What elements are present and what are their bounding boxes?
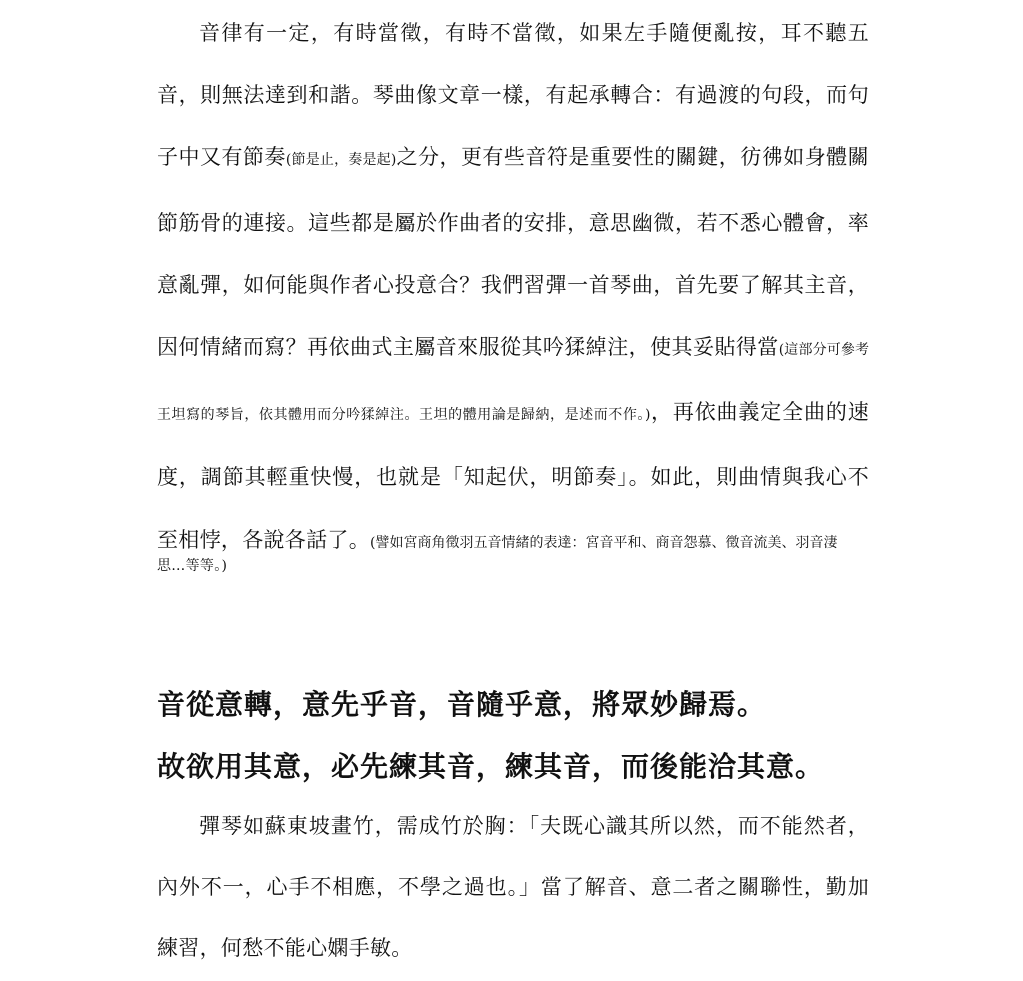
inline-note: (譬如宮商角徵羽五音情緒的表達：宮音平和、商音怨慕、徵音流美、羽音淒	[370, 534, 838, 551]
paragraph-tuning-and-structure	[157, 2, 869, 576]
motto-line: 故欲用其意，必先練其音，練其音，而後能洽其意。	[157, 750, 825, 783]
paragraph-text: ，再依曲義定全曲的速度，調節其輕重快慢，也就是「知起伏，明節奏」。如此，則曲情與我心不至相悖，各說各話了。	[157, 400, 869, 552]
paragraph-text: 之分，更有些音符是重要性的關鍵，彷彿如身體關節筋骨的連接。這些都是屬於作曲者的安排，意思幽微，若不悉心體會，率意亂彈，如何能與作者心投意合？我們習彈一首琴曲，首先要了解其主音，因何情緒而寫？再依曲式主屬音來服從其吟猱綽注，使其妥貼得當	[157, 145, 869, 360]
inline-note: (這部分可參考王坦寫的琴旨，依其體用而分吟猱綽注。王坦的體用論是歸納，是述而不作。)	[157, 342, 869, 424]
motto-line: 音從意轉，意先乎音，音隨乎意，將眾妙歸焉。	[157, 688, 767, 721]
paragraph-text: 音律有一定，有時當徵，有時不當徵，如果左手隨便亂按，耳不聽五音，則無法達到和諧。琴曲像文章一樣，有起承轉合：有過渡的句段，而句子中又有節奏	[157, 21, 869, 170]
inline-note: (節是止，奏是起)	[285, 152, 397, 169]
inline-note-continuation: 思…等等。)	[157, 557, 228, 574]
paragraph-practice: 彈琴如蘇東坡畫竹，需成竹於胸：「夫既心識其所以然，而不能然者，內外不一，心手不相應，不學之過也。」當了解音、意二者之關聯性，勤加練習，何愁不能心嫻手敏。	[157, 814, 869, 960]
